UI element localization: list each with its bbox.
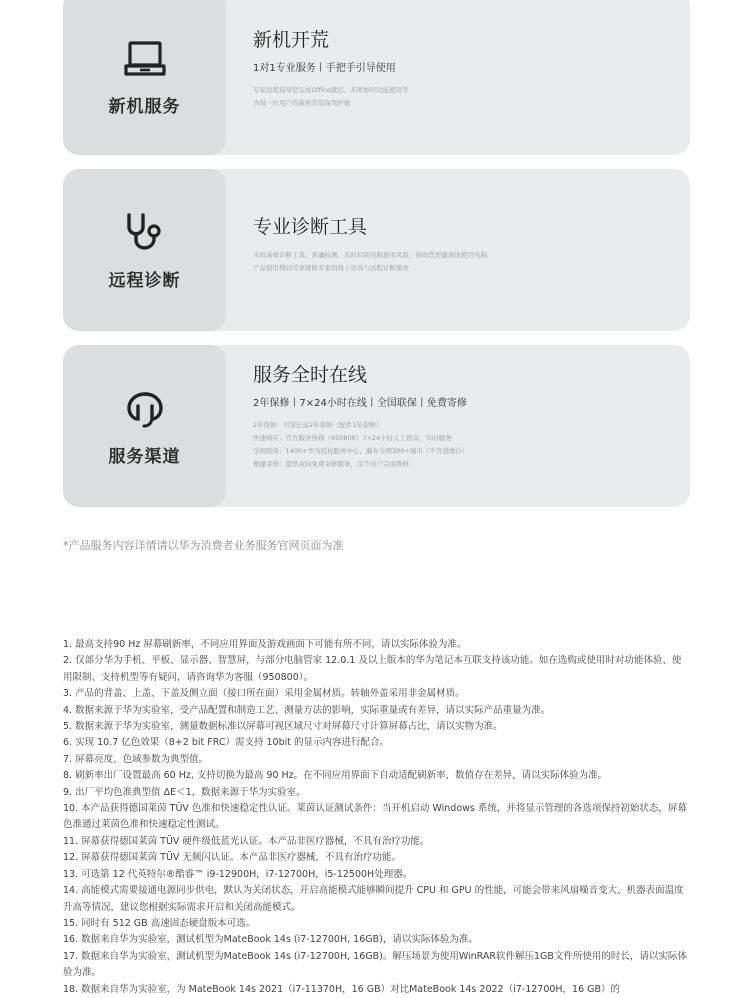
footnote: 10. 本产品获得德国莱茵 TÜV 色准和快速稳定性认证。莱茵认证测试条件：当开机启动 Windows 系统，并将显示管理的各选项保持初始状态，屏幕色准通过莱茵色准和快速稳定性测试。: [63, 803, 687, 831]
card-description: [253, 249, 670, 275]
footnote: 4. 数据来源于华为实验室，受产品配置和制造工艺、测量方法的影响，实际重量或有差异，请以实际产品重量为准。: [63, 704, 551, 716]
service-card-remote-diagnosis: [63, 169, 690, 331]
footnote: 13. 可选第 12 代英特尔®酷睿™ i9-12900H，i7-12700H，i5-12500H处理器。: [63, 868, 413, 880]
card-content: [253, 215, 670, 275]
footnote: 2. 仅部分华为手机、平板、显示器、智慧屏，与部分电脑管家 12.0.1 及以上版本的华为笔记本互联支持该功能。如在选购或使用时对功能体验、使用限制、支持机型等有疑问，请咨询华为客服（950800）。: [63, 655, 682, 683]
desc-line: 为每一位用户的新机安装保驾护航: [253, 99, 351, 107]
footnote: 6. 实现 10.7 亿色效果（8+2 bit FRC）需支持 10bit 的显示内容进行配合。: [63, 737, 390, 749]
footnote: 11. 屏幕获得德国莱茵 TÜV 硬件级低蓝光认证。本产品非医疗器械，不具有治疗功能。: [63, 835, 430, 847]
card-side-panel: [63, 345, 226, 507]
footnote: 18. 数据来自华为实验室，为 MateBook 14s 2021（i7-11370H，16 GB）对比MateBook 14s 2022（i7-12700H，16 GB）的: [63, 983, 621, 995]
card-subtitle: 1对1专业服务丨手把手引导使用: [253, 63, 396, 74]
card-content: [253, 363, 670, 471]
footnote: 15. 同时有 512 GB 高速固态硬盘版本可选。: [63, 917, 256, 929]
footnote: 3. 产品的背盖、上盖、下盖及侧立面（接口所在面）采用金属材质。转轴外盖采用非金属材质。: [63, 688, 465, 700]
card-title: 新机开荒: [253, 29, 330, 51]
footnote: 8. 刷新率出厂设置最高 60 Hz, 支持切换为最高 90 Hz。在不同应用界面下自动适配刷新率，数值存在差异，请以实际体验为准。: [63, 770, 608, 782]
service-card-new-device: [63, 0, 690, 155]
card-description: [253, 419, 670, 471]
footnote: 5. 数据来源于华为实验室，测量数据标准以屏幕可视区域尺寸对屏幕尺寸计算屏幕占比，请以实物为准。: [63, 721, 503, 733]
footnote: 12. 屏幕获得德国莱茵 TÜV 无频闪认证。本产品非医疗器械，不具有治疗功能。: [63, 852, 401, 864]
card-side-panel: [63, 169, 226, 331]
desc-line: 便捷寄修：提供双向免费寄修服务，足不出户完成维修: [253, 460, 409, 468]
desc-line: 2年保修：可享长达2年保修（配件1年保修）: [253, 421, 383, 429]
desc-line: 采用高效诊断工具、准确检测、及时识别电脑使用风险，协助您更健康地使用电脑: [253, 251, 487, 259]
card-side-label: 新机服务: [108, 97, 181, 117]
card-subtitle: 2年保修丨7×24小时在线丨全国联保丨免费寄修: [253, 398, 467, 409]
card-side-panel: [63, 0, 226, 155]
footnote: 17. 数据来自华为实验室，测试机型为MateBook 14s (i7-12700H, 16GB)。解压场景为使用WinRAR软件解压1GB文件所使用的时长，请以实际体验为准。: [63, 950, 687, 979]
footnote: 14. 高能模式需要接通电源同步供电，默认为关闭状态，开启高能模式能够瞬间提升 CPU 和 GPU 的性能，可能会带来风扇噪音变大、机器表面温度升高等情况，建议您根据实际需求开启和关闭高能模式。: [63, 885, 684, 913]
laptop-icon: [122, 36, 168, 82]
headset-icon: [122, 386, 168, 432]
footnote: 7. 屏幕亮度、色域参数为典型值。: [63, 753, 209, 765]
card-title: 服务全时在线: [253, 364, 368, 386]
desc-line: 专家远程指导您完成Office激活、多屏协同功能使用等: [253, 86, 409, 94]
service-disclaimer: *产品服务内容详情请以华为消费者业务服务官网页面为准: [63, 539, 344, 552]
card-description: [253, 84, 670, 110]
card-title: 专业诊断工具: [253, 216, 368, 238]
desc-line: 产品使用期间可享维修专家的线上咨询与远程诊断服务: [253, 264, 409, 272]
card-content: [253, 28, 670, 110]
footnotes: [63, 637, 690, 998]
card-side-label: 服务渠道: [108, 446, 181, 467]
footnote: 16. 数据来自华为实验室，测试机型为MateBook 14s (i7-12700H, 16GB)，请以实际体验为准。: [63, 934, 478, 946]
footnote: 1. 最高支持90 Hz 屏幕刷新率，不同应用界面及游戏画面下可能有所不同，请以实际体验为准。: [63, 639, 467, 650]
desc-line: 全国联保：1400+华为授权服务中心，遍布全国300+城市（不含港澳台）: [253, 447, 469, 455]
stethoscope-icon: [122, 210, 168, 256]
service-card-channels: [63, 345, 690, 507]
footnote: 9. 出厂平均色准典型值 ΔE＜1，数据来源于华为实验室。: [63, 786, 306, 798]
desc-line: 快速响应：官方服务热线（950800）7×24小时人工语音、实时服务: [253, 434, 452, 442]
card-side-label: 远程诊断: [108, 270, 181, 291]
